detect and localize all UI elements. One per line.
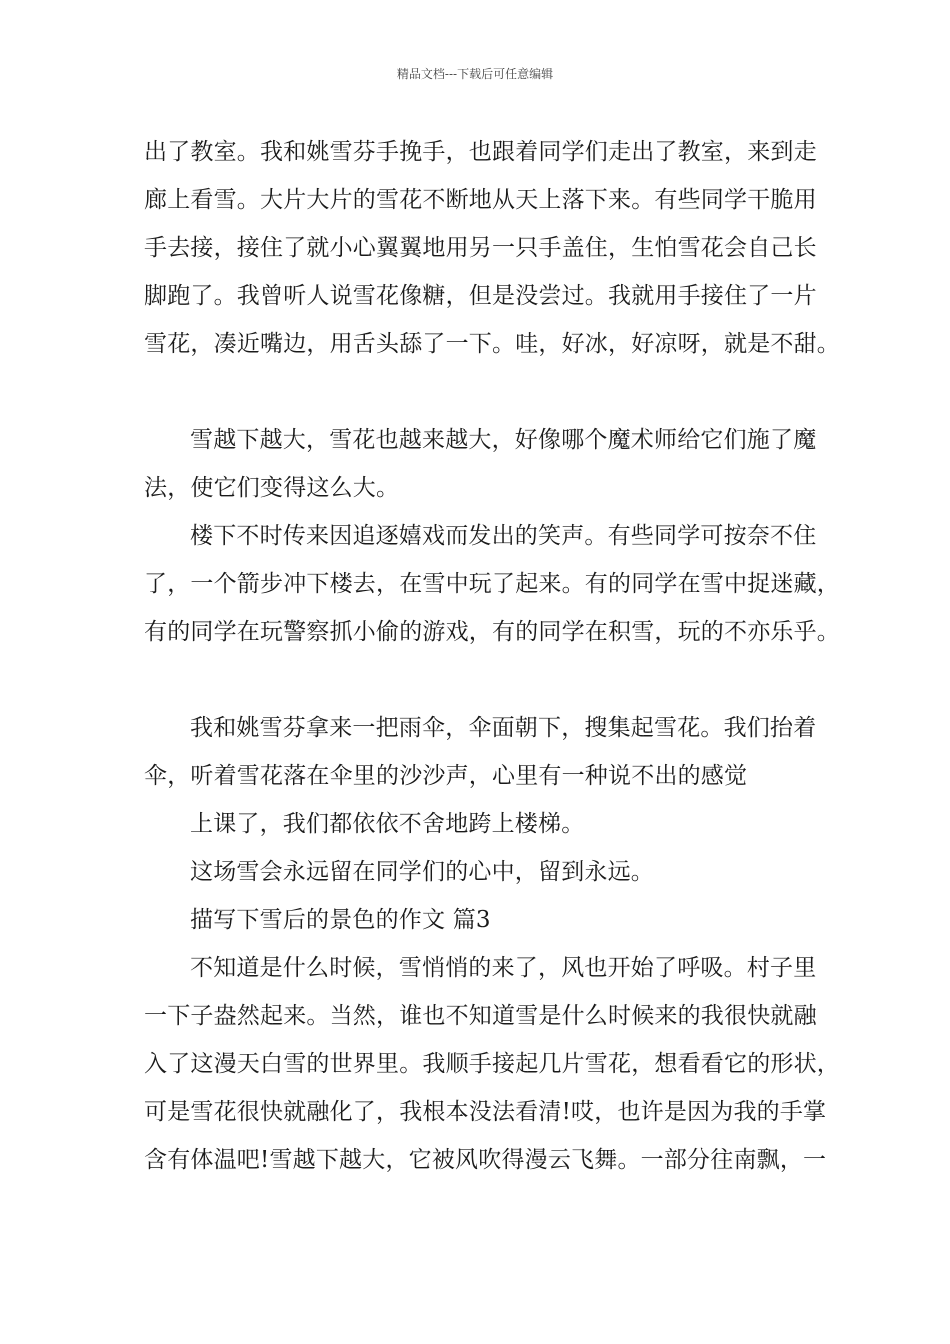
text-line: 我和姚雪芬拿来一把雨伞，伞面朝下，搜集起雪花。我们抬着 xyxy=(190,715,817,741)
text-line: 雪花，凑近嘴边，用舌头舔了一下。哇，好冰，好凉呀，就是不甜。 xyxy=(144,331,840,357)
text-line: 出了教室。我和姚雪芬手挽手，也跟着同学们走出了教室，来到走 xyxy=(144,139,817,165)
text-line: 有的同学在玩警察抓小偷的游戏，有的同学在积雪，玩的不亦乐乎。 xyxy=(144,619,840,645)
text-line: 法，使它们变得这么大。 xyxy=(144,475,400,501)
text-line: 入了这漫天白雪的世界里。我顺手接起几片雪花，想看看它的形状， xyxy=(144,1051,840,1077)
section-heading: 描写下雪后的景色的作文 篇3 xyxy=(190,907,491,933)
text-line: 手去接，接住了就小心翼翼地用另一只手盖住，生怕雪花会自己长 xyxy=(144,235,817,261)
text-line: 上课了，我们都依依不舍地跨上楼梯。 xyxy=(190,811,585,837)
text-line: 不知道是什么时候，雪悄悄的来了，风也开始了呼吸。村子里 xyxy=(190,955,817,981)
text-line: 楼下不时传来因追逐嬉戏而发出的笑声。有些同学可按奈不住 xyxy=(190,523,817,549)
text-line: 了，一个箭步冲下楼去，在雪中玩了起来。有的同学在雪中捉迷藏， xyxy=(144,571,840,597)
text-line: 一下子盎然起来。当然，谁也不知道雪是什么时候来的我很快就融 xyxy=(144,1003,817,1029)
paragraph-gap xyxy=(144,368,824,416)
document-body xyxy=(144,128,840,1184)
text-line: 伞，听着雪花落在伞里的沙沙声，心里有一种说不出的感觉 xyxy=(144,763,748,789)
text-line: 可是雪花很快就融化了，我根本没法看清!哎，也许是因为我的手掌 xyxy=(144,1099,827,1125)
text-line: 脚跑了。我曾听人说雪花像糖，但是没尝过。我就用手接住了一片 xyxy=(144,283,817,309)
paragraph-gap xyxy=(144,656,824,704)
text-line: 含有体温吧!雪越下越大，它被风吹得漫云飞舞。一部分往南飘，一 xyxy=(144,1147,827,1173)
text-line: 这场雪会永远留在同学们的心中，留到永远。 xyxy=(190,859,654,885)
text-line: 廊上看雪。大片大片的雪花不断地从天上落下来。有些同学干脆用 xyxy=(144,187,817,213)
text-line: 雪越下越大，雪花也越来越大，好像哪个魔术师给它们施了魔 xyxy=(190,427,817,453)
page-header: 精品文档---下载后可任意编辑 xyxy=(396,67,554,81)
